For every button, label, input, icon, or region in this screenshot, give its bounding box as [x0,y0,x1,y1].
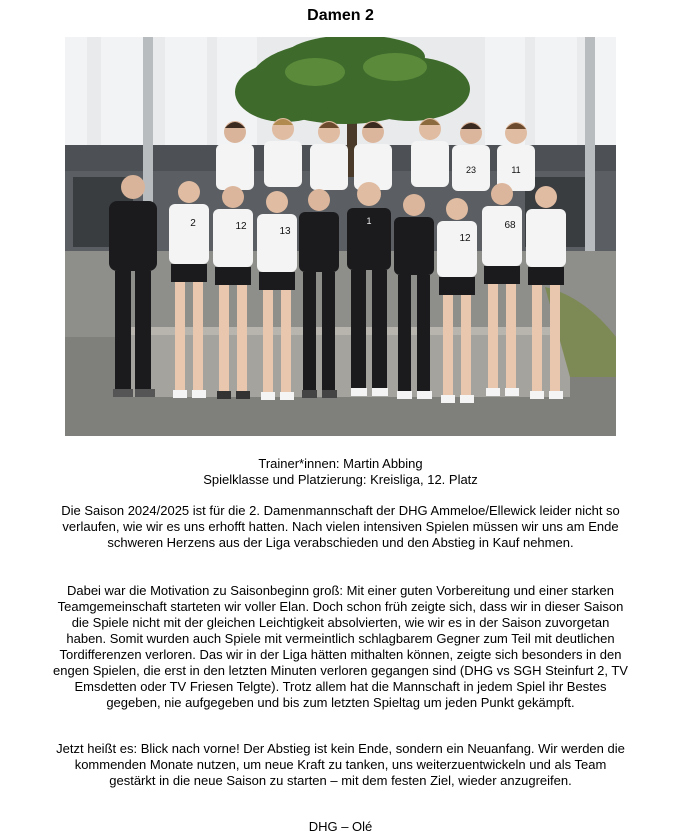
signoff: DHG – Olé [308,819,373,834]
paragraph: Die Saison 2024/2025 ist für die 2. Damenmannschaft der DHG Ammeloe/Ellewick leider nicht so verlaufen, wie wir es uns erhofft hatten. Nach vielen intensiven Spielen müssen wir uns am Ende schweren Herzens aus der Liga verabschieden und den Abstieg in Kauf nehmen. [61,503,620,550]
jersey-number: 2 [190,218,196,229]
team-meta [40,456,641,488]
jersey-number: 11 [511,165,521,175]
league-line: Spielklasse und Platzierung: Kreisliga, 12. Platz [203,472,478,487]
trainer-line: Trainer*innen: Martin Abbing [258,456,423,471]
jersey-number: 23 [465,165,477,175]
jersey-number: 1 [366,216,372,226]
paragraph: Dabei war die Motivation zu Saisonbeginn groß: Mit einer guten Vorbereitung und einer starken Teamgemeinschaft starteten wir voller Elan. Doch schon früh zeigte sich, dass wir in dieser Saison die Spiele nicht mit der gleichen Leichtigkeit absolvierten, wie wir es in der Saison zuvorgetan haben. Somit wurden auch Spiele mit vermeintlich schlagbarem Gegner zum Teil mit deutlichen Tordifferenzen verloren. Das wir in der Liga hätten mithalten können, zeigte sich besonders in den engen Spielen, die erst in den letzten Minuten verloren gegangen sind (DHG vs SGH Steinfurt 2, TV Emsdetten oder TV Friesen Telgte). Trotz allem hat die Mannschaft in jedem Spiel ihr Bestes gegeben, nie aufgegeben und bis zum letzten Spieltag um jeden Punkt gekämpft. [53,583,628,710]
jersey-number: 12 [235,221,247,232]
paragraph: Jetzt heißt es: Blick nach vorne! Der Abstieg ist kein Ende, sondern ein Neuanfang. Wir werden die kommenden Monate nutzen, um neue Kraft zu tanken, uns weiterzuentwickeln und als Team gestärkt in die neue Saison zu starten – mit dem festen Ziel, wieder anzugreifen. [56,741,625,788]
jersey-number: 68 [504,220,516,231]
team-photo [65,37,616,436]
jersey-number: 12 [459,233,471,244]
jersey-number: 13 [279,226,291,237]
page-title: Damen 2 [307,7,374,24]
